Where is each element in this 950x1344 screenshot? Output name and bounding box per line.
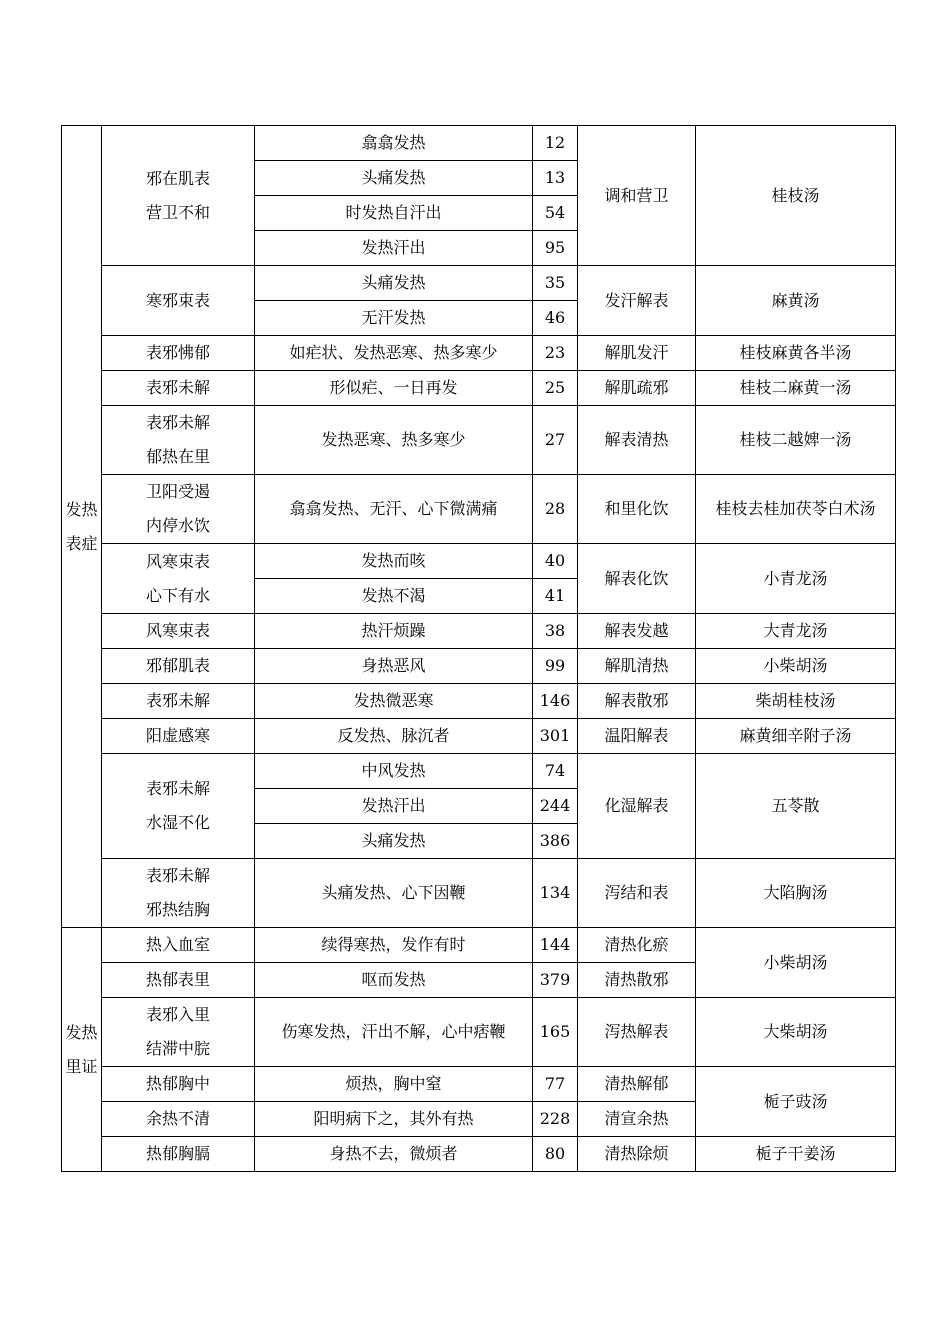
formula-cell: 小柴胡汤 [696, 928, 896, 998]
cell-line: 表邪入里 [145, 1005, 210, 1024]
table-row [62, 998, 896, 1067]
symptom-cell: 伤寒发热，汗出不解，心中痞鞭 [255, 998, 533, 1067]
cell-line: 水湿不化 [145, 813, 210, 832]
clause-number-cell: 228 [533, 1102, 578, 1137]
symptom-cell: 形似疟、一日再发 [255, 371, 533, 406]
clause-number-cell: 28 [533, 475, 578, 544]
symptom-cell: 头痛发热 [255, 266, 533, 301]
table-row [62, 1067, 896, 1102]
table-body [62, 126, 896, 1172]
treatment-method-cell: 清热除烦 [578, 1137, 696, 1172]
cell-line: 热郁胸膈 [145, 1144, 210, 1163]
symptom-cell: 烦热，胸中窒 [255, 1067, 533, 1102]
table-row [62, 406, 896, 475]
cell-line: 余热不清 [145, 1109, 210, 1128]
clause-number-cell: 74 [533, 754, 578, 789]
clause-number-cell: 27 [533, 406, 578, 475]
category-cell [62, 928, 102, 1172]
cell-line: 营卫不和 [145, 202, 210, 222]
cell-line: 心下有水 [145, 585, 210, 605]
cell-line: 阳虚感寒 [145, 726, 210, 745]
clause-number-cell: 23 [533, 336, 578, 371]
formula-cell: 栀子豉汤 [696, 1067, 896, 1137]
cell-line: 里证 [65, 1056, 98, 1076]
clause-number-cell: 40 [533, 544, 578, 579]
treatment-method-cell: 化湿解表 [578, 754, 696, 859]
symptom-cell: 发热而咳 [255, 544, 533, 579]
table-row [62, 266, 896, 301]
formula-cell: 桂枝二越婢一汤 [696, 406, 896, 475]
pathology-cell [102, 544, 255, 614]
pathology-cell [102, 126, 255, 266]
clause-number-cell: 12 [533, 126, 578, 161]
pathology-cell [102, 1102, 255, 1137]
cell-line: 邪在肌表 [145, 168, 210, 188]
treatment-method-cell: 和里化饮 [578, 475, 696, 544]
treatment-method-cell: 解肌清热 [578, 649, 696, 684]
table-row [62, 544, 896, 579]
pathology-cell [102, 266, 255, 336]
symptom-cell: 阳明病下之，其外有热 [255, 1102, 533, 1137]
treatment-method-cell: 解肌发汗 [578, 336, 696, 371]
table-row [62, 336, 896, 371]
symptom-cell: 头痛发热 [255, 161, 533, 196]
cell-line: 发热 [65, 1022, 98, 1042]
pathology-cell [102, 928, 255, 963]
cell-line: 寒邪束表 [145, 290, 210, 310]
table-row [62, 475, 896, 544]
table-row [62, 928, 896, 963]
cell-line: 表邪未解 [145, 378, 210, 397]
treatment-method-cell: 发汗解表 [578, 266, 696, 336]
table-row [62, 719, 896, 754]
treatment-method-cell: 解表发越 [578, 614, 696, 649]
cell-line: 表邪未解 [145, 779, 210, 798]
clause-number-cell: 95 [533, 231, 578, 266]
cell-line: 结滞中脘 [145, 1039, 210, 1058]
symptom-cell: 发热不渴 [255, 579, 533, 614]
pathology-cell [102, 684, 255, 719]
clause-number-cell: 244 [533, 789, 578, 824]
clause-number-cell: 379 [533, 963, 578, 998]
treatment-method-cell: 解表散邪 [578, 684, 696, 719]
table-row [62, 684, 896, 719]
cell-line: 表邪未解 [145, 691, 210, 710]
symptom-cell: 翕翕发热、无汗、心下微满痛 [255, 475, 533, 544]
symptom-cell: 发热微恶寒 [255, 684, 533, 719]
formula-cell: 麻黄细辛附子汤 [696, 719, 896, 754]
formula-cell: 五苓散 [696, 754, 896, 859]
cell-line: 邪热结胸 [145, 900, 210, 919]
clause-number-cell: 134 [533, 859, 578, 928]
treatment-method-cell: 清热化瘀 [578, 928, 696, 963]
cell-line: 热郁表里 [145, 970, 210, 989]
symptom-cell: 头痛发热 [255, 824, 533, 859]
clause-number-cell: 99 [533, 649, 578, 684]
table-row [62, 126, 896, 161]
table-row [62, 649, 896, 684]
pathology-cell [102, 475, 255, 544]
pathology-cell [102, 614, 255, 649]
symptom-cell: 时发热自汗出 [255, 196, 533, 231]
symptom-cell: 身热恶风 [255, 649, 533, 684]
clause-number-cell: 80 [533, 1137, 578, 1172]
treatment-method-cell: 清热散邪 [578, 963, 696, 998]
cell-line: 发热 [65, 499, 98, 519]
formula-cell: 栀子干姜汤 [696, 1137, 896, 1172]
pathology-cell [102, 963, 255, 998]
symptom-cell: 头痛发热、心下因鞭 [255, 859, 533, 928]
formula-cell: 大陷胸汤 [696, 859, 896, 928]
symptom-cell: 发热汗出 [255, 231, 533, 266]
pathology-cell [102, 859, 255, 928]
formula-cell: 桂枝麻黄各半汤 [696, 336, 896, 371]
symptom-cell: 发热恶寒、热多寒少 [255, 406, 533, 475]
symptom-cell: 如疟状、发热恶寒、热多寒少 [255, 336, 533, 371]
cell-line: 表邪怫郁 [145, 343, 210, 362]
treatment-method-cell: 清宣余热 [578, 1102, 696, 1137]
treatment-method-cell: 清热解郁 [578, 1067, 696, 1102]
table-row [62, 614, 896, 649]
treatment-method-cell: 温阳解表 [578, 719, 696, 754]
symptom-cell: 反发热、脉沉者 [255, 719, 533, 754]
cell-line: 卫阳受遏 [145, 482, 210, 501]
treatment-method-cell: 解肌疏邪 [578, 371, 696, 406]
formula-cell: 小青龙汤 [696, 544, 896, 614]
pathology-cell [102, 1137, 255, 1172]
pathology-cell [102, 371, 255, 406]
clause-number-cell: 301 [533, 719, 578, 754]
treatment-method-cell: 解表化饮 [578, 544, 696, 614]
clause-number-cell: 54 [533, 196, 578, 231]
symptom-cell: 无汗发热 [255, 301, 533, 336]
treatment-method-cell: 泻热解表 [578, 998, 696, 1067]
clause-number-cell: 146 [533, 684, 578, 719]
symptom-cell: 呕而发热 [255, 963, 533, 998]
pathology-cell [102, 1067, 255, 1102]
formula-cell: 小柴胡汤 [696, 649, 896, 684]
clause-number-cell: 41 [533, 579, 578, 614]
formula-cell: 柴胡桂枝汤 [696, 684, 896, 719]
category-cell [62, 126, 102, 928]
formula-cell: 桂枝去桂加茯苓白术汤 [696, 475, 896, 544]
cell-line: 风寒束表 [145, 621, 210, 640]
clause-number-cell: 46 [533, 301, 578, 336]
clause-number-cell: 386 [533, 824, 578, 859]
clause-number-cell: 35 [533, 266, 578, 301]
formula-cell: 桂枝汤 [696, 126, 896, 266]
cell-line: 风寒束表 [145, 551, 210, 571]
symptom-cell: 翕翕发热 [255, 126, 533, 161]
table-row [62, 1137, 896, 1172]
clause-number-cell: 38 [533, 614, 578, 649]
symptom-cell: 热汗烦躁 [255, 614, 533, 649]
clause-number-cell: 13 [533, 161, 578, 196]
cell-line: 邪郁肌表 [145, 656, 210, 675]
formula-cell: 桂枝二麻黄一汤 [696, 371, 896, 406]
cell-line: 郁热在里 [145, 447, 210, 466]
cell-line: 热入血室 [145, 935, 210, 954]
pathology-cell [102, 719, 255, 754]
treatment-method-cell: 解表清热 [578, 406, 696, 475]
formula-cell: 麻黄汤 [696, 266, 896, 336]
formula-cell: 大青龙汤 [696, 614, 896, 649]
table-row [62, 371, 896, 406]
clause-number-cell: 25 [533, 371, 578, 406]
cell-line: 表邪未解 [145, 413, 210, 432]
cell-line: 表症 [65, 533, 98, 553]
pathology-cell [102, 336, 255, 371]
cell-line: 内停水饮 [145, 516, 210, 535]
symptom-cell: 中风发热 [255, 754, 533, 789]
treatment-method-cell: 调和营卫 [578, 126, 696, 266]
clause-number-cell: 144 [533, 928, 578, 963]
pathology-cell [102, 406, 255, 475]
pathology-cell [102, 649, 255, 684]
clause-number-cell: 165 [533, 998, 578, 1067]
cell-line: 表邪未解 [145, 866, 210, 885]
symptom-cell: 身热不去，微烦者 [255, 1137, 533, 1172]
cell-line: 热郁胸中 [145, 1074, 210, 1093]
symptom-table [61, 125, 896, 1172]
pathology-cell [102, 754, 255, 859]
clause-number-cell: 77 [533, 1067, 578, 1102]
table-row [62, 754, 896, 789]
table-row [62, 859, 896, 928]
formula-cell: 大柴胡汤 [696, 998, 896, 1067]
symptom-cell: 续得寒热，发作有时 [255, 928, 533, 963]
pathology-cell [102, 998, 255, 1067]
symptom-cell: 发热汗出 [255, 789, 533, 824]
treatment-method-cell: 泻结和表 [578, 859, 696, 928]
